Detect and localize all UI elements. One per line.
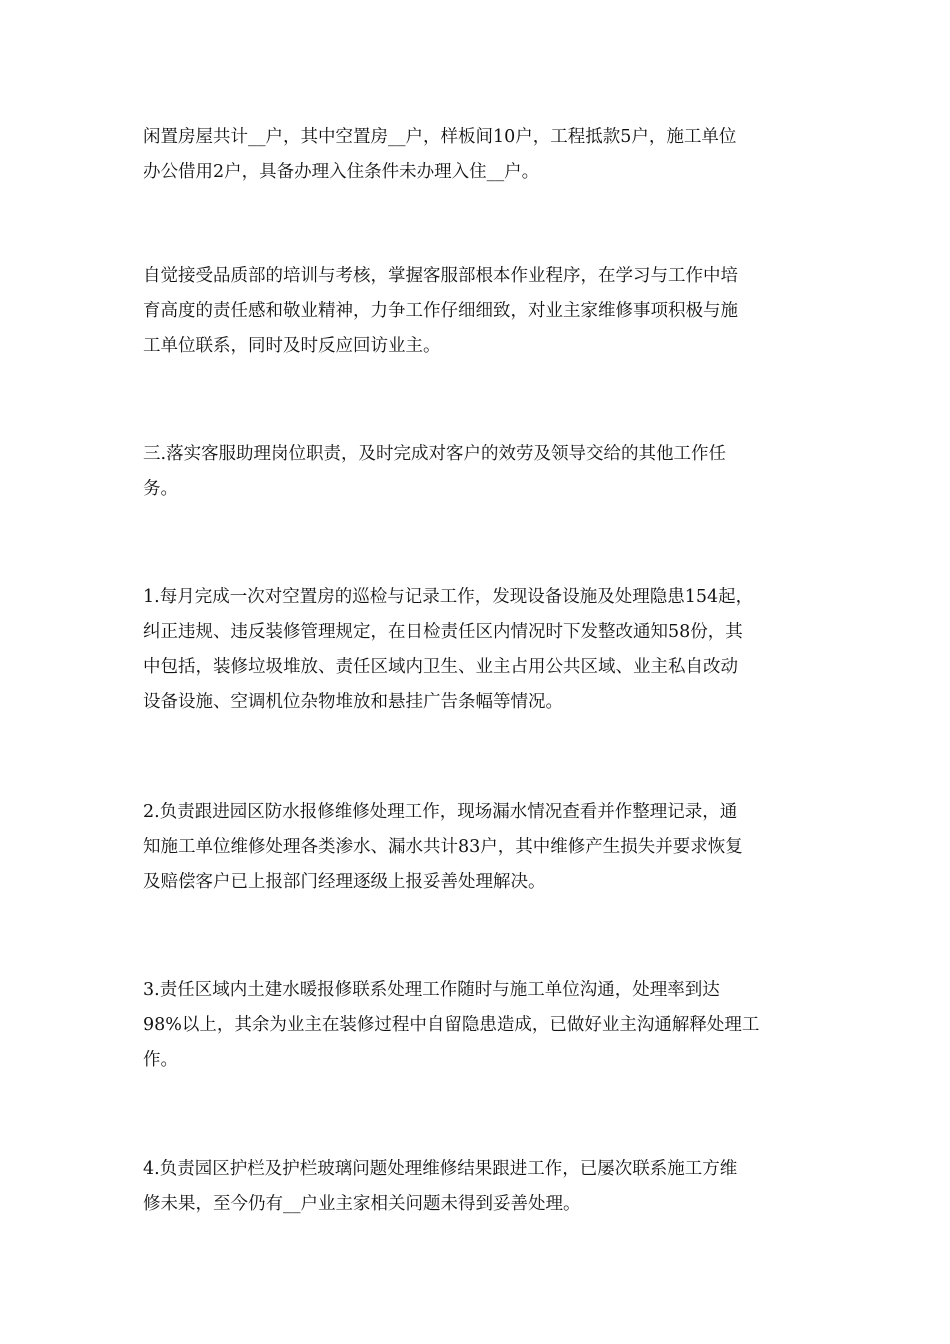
text-line: 设备设施、空调机位杂物堆放和悬挂广告条幅等情况。 xyxy=(143,692,563,712)
paragraph-item-4 xyxy=(143,1152,737,1222)
text-line: 务。 xyxy=(143,479,178,499)
text-line: 工单位联系，同时及时反应回访业主。 xyxy=(143,336,441,356)
text-line: 知施工单位维修处理各类渗水、漏水共计83户，其中维修产生损失并要求恢复 xyxy=(143,837,743,857)
text-line: 2.负责跟进园区防水报修维修处理工作，现场漏水情况查看并作整理记录，通 xyxy=(143,802,738,822)
paragraph-item-3 xyxy=(143,973,759,1078)
text-line: 修未果，至今仍有__户业主家相关问题未得到妥善处理。 xyxy=(143,1194,581,1214)
paragraph-vacant-housing xyxy=(143,120,736,190)
text-line: 及赔偿客户已上报部门经理逐级上报妥善处理解决。 xyxy=(143,872,546,892)
text-line: 纠正违规、违反装修管理规定，在日检责任区内情况时下发整改通知58份，其 xyxy=(143,622,743,642)
paragraph-section-three-heading xyxy=(143,437,726,507)
text-line: 4.负责园区护栏及护栏玻璃问题处理维修结果跟进工作，已屡次联系施工方维 xyxy=(143,1159,738,1179)
text-line: 办公借用2户，具备办理入住条件未办理入住__户。 xyxy=(143,162,540,182)
text-line: 作。 xyxy=(143,1050,178,1070)
text-line: 自觉接受品质部的培训与考核，掌握客服部根本作业程序，在学习与工作中培 xyxy=(143,266,738,286)
text-line: 三.落实客服助理岗位职责，及时完成对客户的效劳及领导交给的其他工作任 xyxy=(143,444,727,464)
text-line: 闲置房屋共计__户，其中空置房__户，样板间10户，工程抵款5户，施工单位 xyxy=(143,127,737,147)
paragraph-item-1 xyxy=(143,580,753,720)
text-line: 1.每月完成一次对空置房的巡检与记录工作，发现设备设施及处理隐患154起， xyxy=(143,587,754,607)
paragraph-item-2 xyxy=(143,795,743,900)
paragraph-training xyxy=(143,259,738,364)
text-line: 98%以上，其余为业主在装修过程中自留隐患造成，已做好业主沟通解释处理工 xyxy=(143,1015,760,1035)
text-line: 中包括，装修垃圾堆放、责任区域内卫生、业主占用公共区域、业主私自改动 xyxy=(143,657,738,677)
text-line: 育高度的责任感和敬业精神，力争工作仔细细致，对业主家维修事项积极与施 xyxy=(143,301,738,321)
text-line: 3.责任区域内土建水暖报修联系处理工作随时与施工单位沟通，处理率到达 xyxy=(143,980,720,1000)
